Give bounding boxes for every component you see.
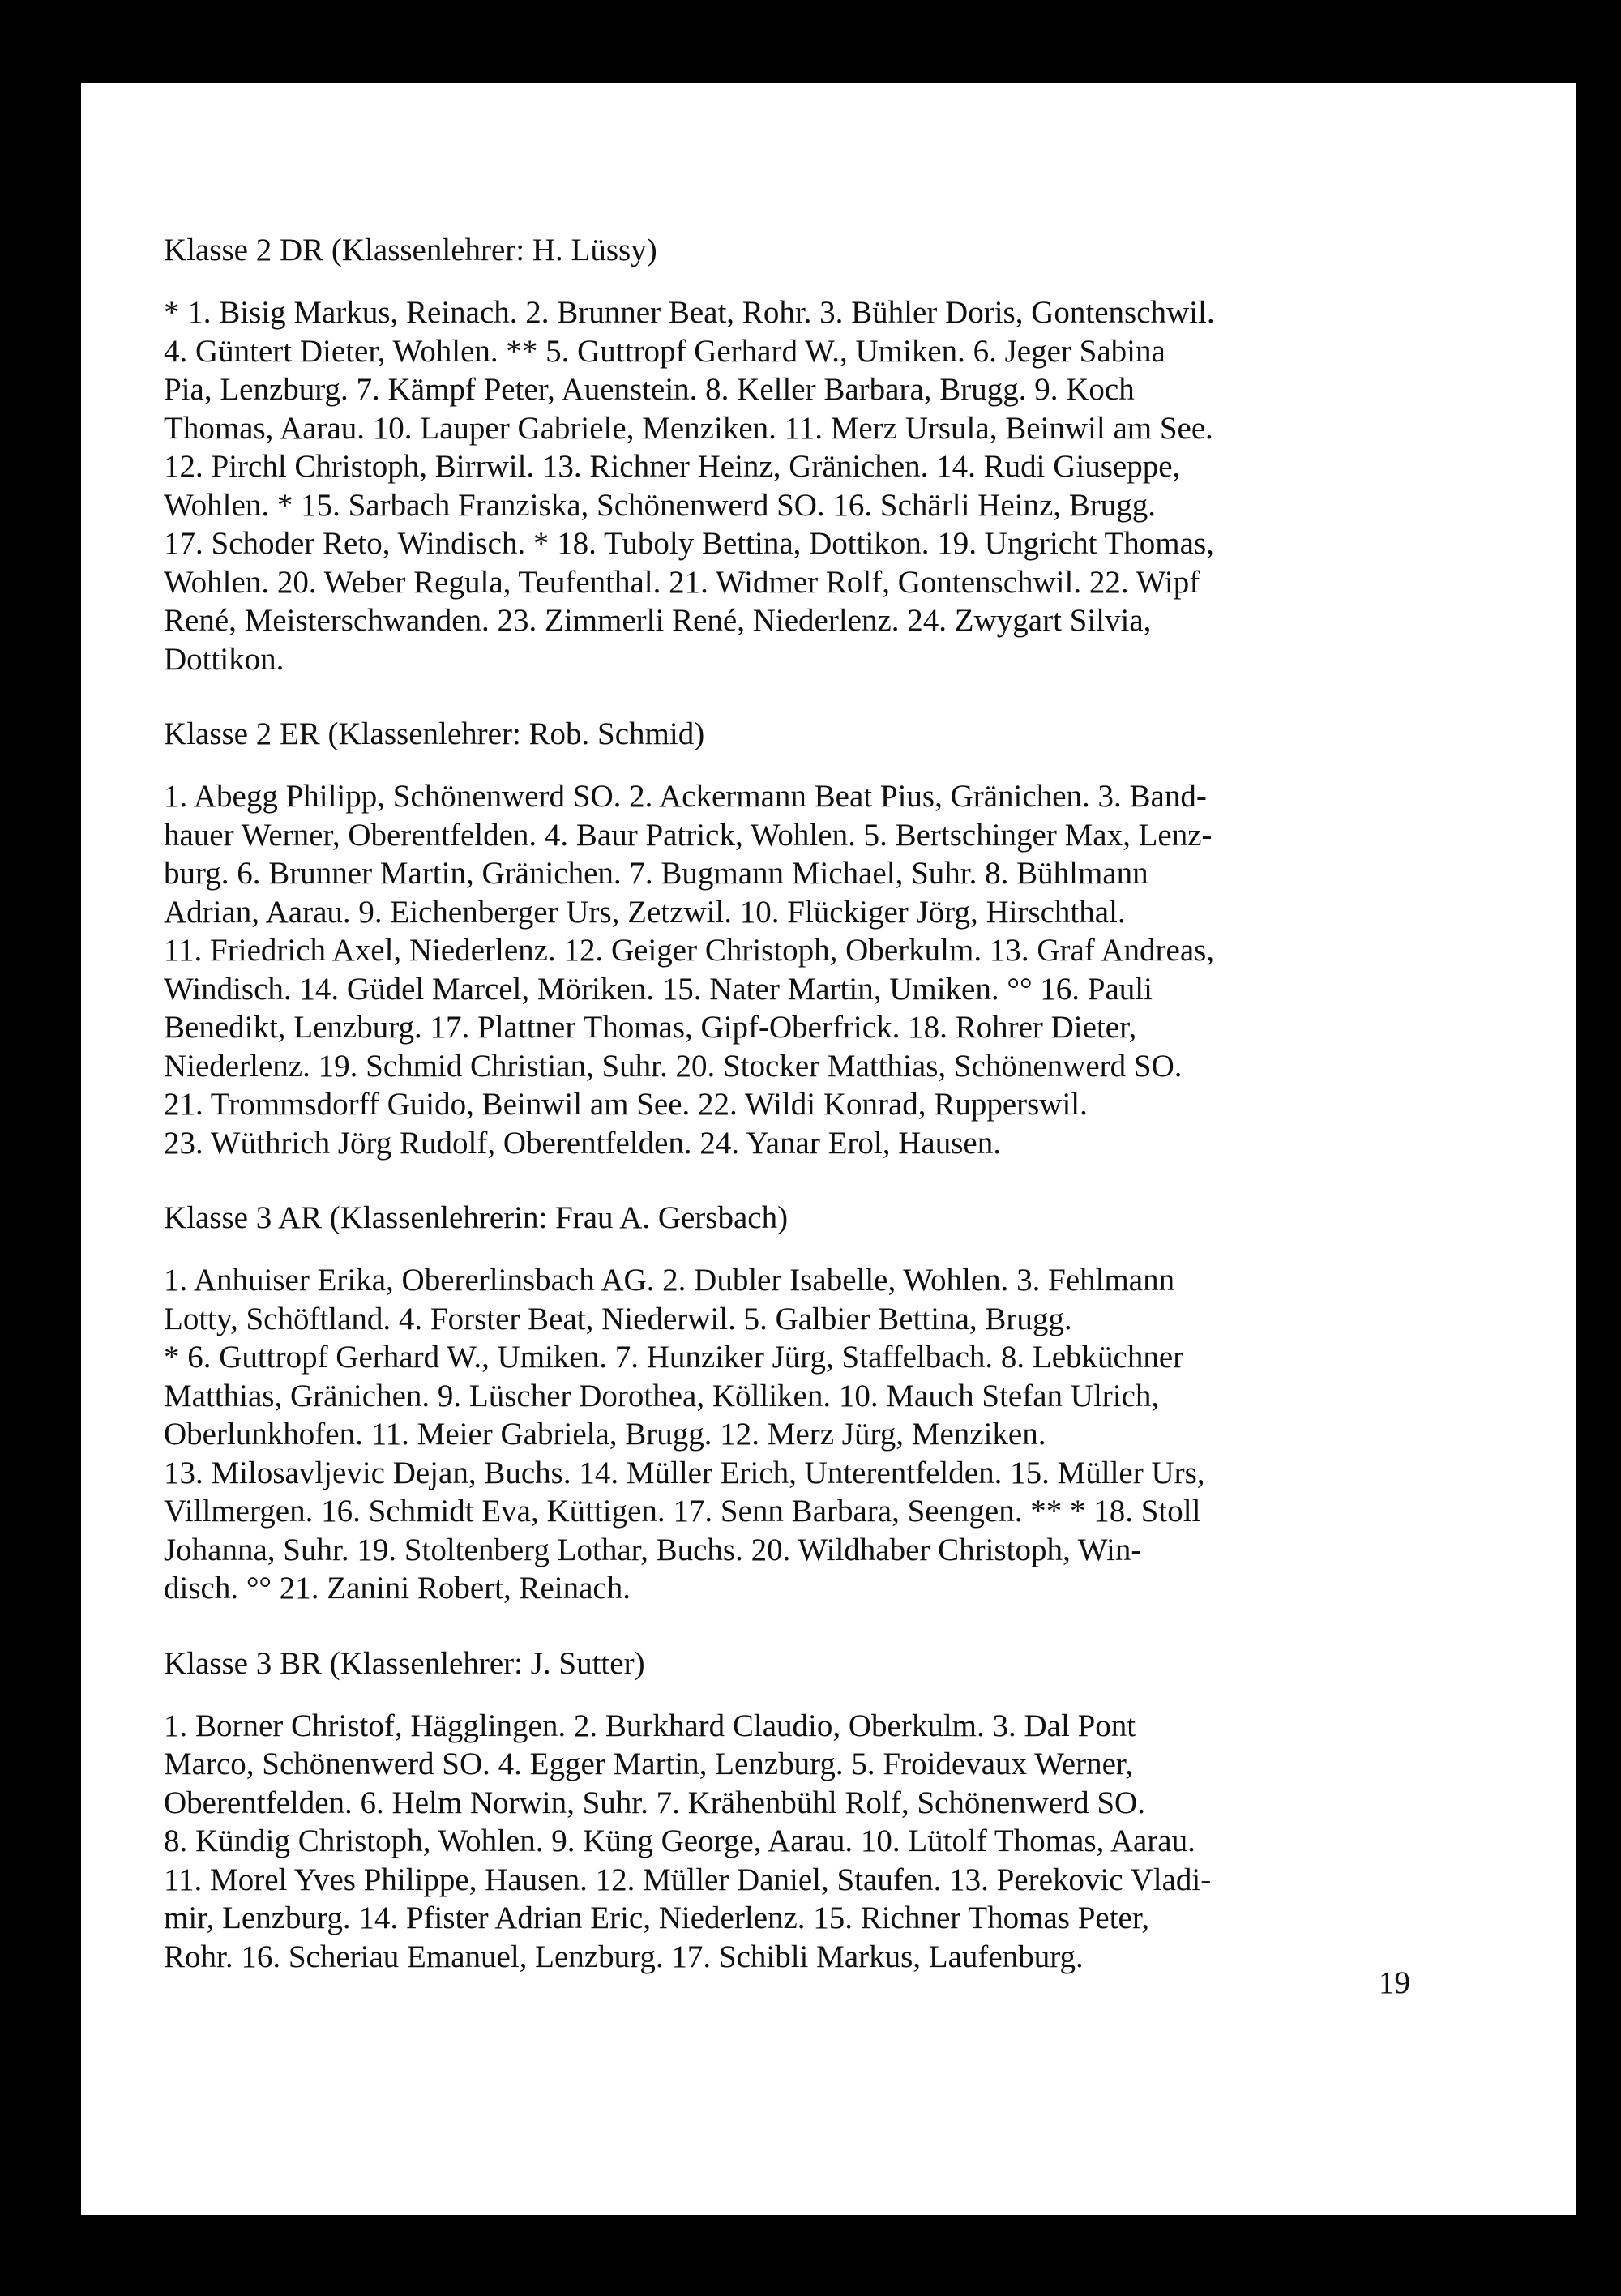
text-line: 1. Abegg Philipp, Schönenwerd SO. 2. Ackermann Beat Pius, Gränichen. 3. Band- — [164, 779, 1207, 814]
text-line: Benedikt, Lenzburg. 17. Plattner Thomas, Gipf-Oberfrick. 18. Rohrer Dieter, — [164, 1010, 1137, 1045]
text-line: mir, Lenzburg. 14. Pfister Adrian Eric, Niederlenz. 15. Richner Thomas Peter, — [164, 1901, 1150, 1935]
text-line: hauer Werner, Oberentfelden. 4. Baur Patrick, Wohlen. 5. Bertschinger Max, Lenz- — [164, 817, 1213, 853]
text-line: 11. Morel Yves Philippe, Hausen. 12. Müller Daniel, Staufen. 13. Perekovic Vladi- — [164, 1862, 1212, 1897]
section-title: Klasse 3 BR (Klassenlehrer: J. Sutter) — [164, 1645, 645, 1681]
text-line: Wohlen. 20. Weber Regula, Teufenthal. 21. Widmer Rolf, Gontenschwil. 22. Wipf — [164, 564, 1200, 600]
text-line: Dottikon. — [164, 641, 284, 677]
text-line: Adrian, Aarau. 9. Eichenberger Urs, Zetzwil. 10. Flückiger Jörg, Hirschthal. — [164, 894, 1126, 930]
text-line: 13. Milosavljevic Dejan, Buchs. 14. Müller Erich, Unterentfelden. 15. Müller Urs, — [164, 1455, 1205, 1490]
text-line: Villmergen. 16. Schmidt Eva, Küttigen. 17. Senn Barbara, Seengen. ** * 18. Stoll — [164, 1494, 1201, 1529]
text-line: 8. Kündig Christoph, Wohlen. 9. Küng George, Aarau. 10. Lütolf Thomas, Aarau. — [164, 1824, 1195, 1858]
text-line: 1. Anhuiser Erika, Obererlinsbach AG. 2. Dubler Isabelle, Wohlen. 3. Fehlmann — [164, 1263, 1175, 1298]
text-line: Oberentfelden. 6. Helm Norwin, Suhr. 7. Krähenbühl Rolf, Schönenwerd SO. — [164, 1785, 1145, 1820]
text-line: Pia, Lenzburg. 7. Kämpf Peter, Auenstein. 8. Keller Barbara, Brugg. 9. Koch — [164, 372, 1135, 407]
section-body — [164, 1261, 1404, 1608]
section-klasse-3-br — [164, 1644, 1404, 1977]
section-body — [164, 293, 1404, 678]
text-line: René, Meisterschwanden. 23. Zimmerli René, Niederlenz. 24. Zwygart Silvia, — [164, 603, 1152, 638]
text-line: 11. Friedrich Axel, Niederlenz. 12. Geiger Christoph, Oberkulm. 13. Graf Andreas, — [164, 933, 1215, 968]
text-line: 17. Schoder Reto, Windisch. * 18. Tuboly Bettina, Dottikon. 19. Ungricht Thomas, — [164, 526, 1214, 561]
section-klasse-2-er — [164, 715, 1404, 1162]
section-body — [164, 777, 1404, 1162]
section-klasse-2-dr — [164, 231, 1404, 678]
section-title: Klasse 2 ER (Klassenlehrer: Rob. Schmid) — [164, 716, 705, 751]
text-line: Rohr. 16. Scheriau Emanuel, Lenzburg. 17. Schibli Markus, Laufenburg. — [164, 1939, 1084, 1974]
text-line: Matthias, Gränichen. 9. Lüscher Dorothea, Kölliken. 10. Mauch Stefan Ulrich, — [164, 1378, 1160, 1413]
text-line: Niederlenz. 19. Schmid Christian, Suhr. 20. Stocker Matthias, Schönenwerd SO. — [164, 1048, 1183, 1084]
text-line: burg. 6. Brunner Martin, Gränichen. 7. Bugmann Michael, Suhr. 8. Bühlmann — [164, 856, 1148, 891]
text-line: 12. Pirchl Christoph, Birrwil. 13. Richner Heinz, Gränichen. 14. Rudi Giuseppe, — [164, 449, 1181, 484]
text-line: Windisch. 14. Güdel Marcel, Möriken. 15. Nater Martin, Umiken. °° 16. Pauli — [164, 971, 1153, 1007]
text-line: 1. Borner Christof, Hägglingen. 2. Burkhard Claudio, Oberkulm. 3. Dal Pont — [164, 1708, 1136, 1743]
text-line: 21. Trommsdorff Guido, Beinwil am See. 22. Wildi Konrad, Rupperswil. — [164, 1087, 1088, 1122]
text-line: Oberlunkhofen. 11. Meier Gabriela, Brugg. 12. Merz Jürg, Menziken. — [164, 1417, 1046, 1452]
document-page — [81, 83, 1576, 2215]
text-line: Johanna, Suhr. 19. Stoltenberg Lothar, Buchs. 20. Wildhaber Christoph, Win- — [164, 1532, 1142, 1567]
text-line: Wohlen. * 15. Sarbach Franziska, Schönenwerd SO. 16. Schärli Heinz, Brugg. — [164, 487, 1157, 523]
text-line: * 1. Bisig Markus, Reinach. 2. Brunner Beat, Rohr. 3. Bühler Doris, Gontenschwil. — [164, 295, 1215, 330]
text-line: * 6. Guttropf Gerhard W., Umiken. 7. Hunziker Jürg, Staffelbach. 8. Lebküchner — [164, 1340, 1184, 1375]
text-line: 23. Wüthrich Jörg Rudolf, Oberentfelden. 24. Yanar Erol, Hausen. — [164, 1125, 1001, 1161]
text-line: 4. Güntert Dieter, Wohlen. ** 5. Guttropf Gerhard W., Umiken. 6. Jeger Sabina — [164, 333, 1165, 369]
section-klasse-3-ar — [164, 1199, 1404, 1608]
section-title: Klasse 3 AR (Klassenlehrerin: Frau A. Gersbach) — [164, 1200, 789, 1235]
section-body — [164, 1707, 1404, 1977]
text-line: Lotty, Schöftland. 4. Forster Beat, Niederwil. 5. Galbier Bettina, Brugg. — [164, 1301, 1072, 1336]
text-line: Marco, Schönenwerd SO. 4. Egger Martin, Lenzburg. 5. Froidevaux Werner, — [164, 1747, 1134, 1781]
text-line: disch. °° 21. Zanini Robert, Reinach. — [164, 1571, 631, 1605]
section-title: Klasse 2 DR (Klassenlehrer: H. Lüssy) — [164, 233, 657, 267]
page-content — [164, 231, 1404, 2012]
text-line: Thomas, Aarau. 10. Lauper Gabriele, Menziken. 11. Merz Ursula, Beinwil am See. — [164, 410, 1213, 446]
page-number: 19 — [1379, 1965, 1410, 2000]
